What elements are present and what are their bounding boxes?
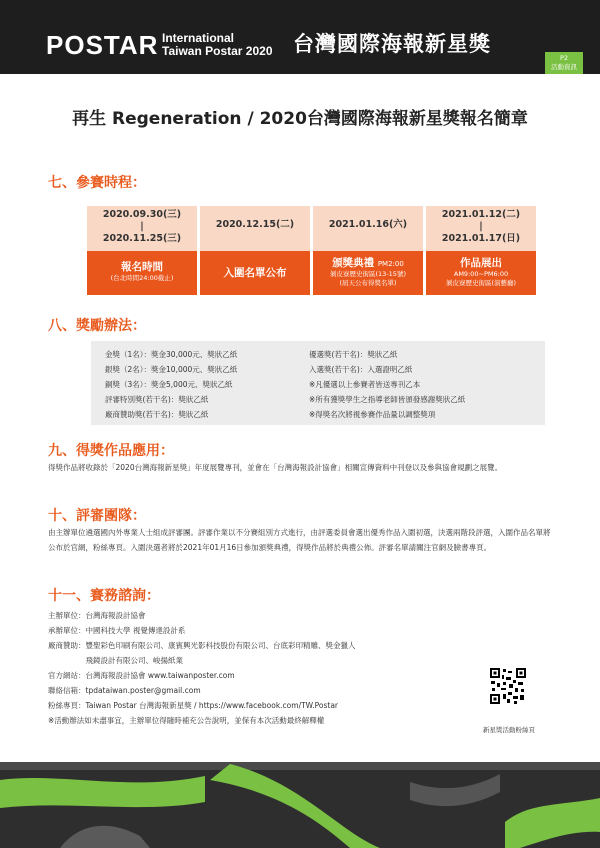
header-banner [0,0,600,74]
section-heading-awards: 八、獎勵辦法： [48,318,146,334]
award-note: ※得獎名次將視參賽作品量以調整獎項 [309,410,436,419]
award-item: 評審特別獎(若干名)：獎狀乙紙 [105,395,209,404]
award-item: 銅獎（3名）：獎金5,000元、獎狀乙紙 [105,380,233,389]
page-tag [545,52,583,74]
logo-subtitle [162,32,273,58]
timeline-label-time: PM2:00 [377,260,404,268]
contact-line-coorganizer: 承辦單位：中國科技大學 視覺傳達設計系 [48,626,186,635]
awards-box [91,341,545,425]
page-title: 再生 Regeneration / 2020台灣國際海報新星獎報名簡章 [72,109,528,129]
award-item: 金獎（1名）：獎金30,000元、獎狀乙紙 [105,350,238,359]
award-item: 優選獎(若干名)：獎狀乙紙 [309,350,398,359]
section-heading-contact: 十一、賽務諮詢： [48,588,160,604]
timeline-date-separator: | [140,221,144,232]
timeline-note-2: 剝皮寮歷史街區(演藝廳) [445,279,517,287]
timeline-label-line [313,255,423,270]
timeline-date-start: 2020.12.15(二) [215,219,295,230]
logo-sub-line1: International [162,31,235,45]
contact-line-organizer: 主辦單位：台灣海報設計協會 [48,611,146,620]
logo-sub-line2: Taiwan Postar 2020 [162,44,273,58]
award-note: ※所有獲獎學生之指導老師皆頒發感謝獎狀乙紙 [309,395,466,404]
timeline-label-box [87,251,197,295]
contact-line-facebook[interactable]: 粉絲專頁：Taiwan Postar 台灣海報新星獎 / https://www.facebook.com/TW.Postar [48,701,338,710]
postar-logo: POSTAR [46,30,159,60]
qr-caption: 新星獎活動粉絲頁 [483,726,535,734]
contact-disclaimer: ※活動辦法如未盡事宜，主辦單位得隨時補充公告說明，並保有本次活動最終解釋權 [48,716,325,725]
award-item: 廠商贊助獎(若干名)：獎狀乙紙 [105,410,209,419]
timeline-card-shortlist [200,206,310,295]
timeline-label: 入圍名單公布 [223,267,287,279]
award-item: 入選獎(若干名)：入選證明乙紙 [309,365,413,374]
usage-text: 得獎作品將收錄於「2020台灣海報新星獎」年度展覽專刊，並會在「台灣海報設計協會」相關宣傳資料中刊登以及參與協會規劃之展覽。 [48,463,503,472]
jury-text: 由主辦單位遴選國內外專業人士組成評審團。評審作業以不分賽組別方式進行，由評選委員會選出優秀作品入圍初選，決選兩階段評選，入圍作品名單將公布於官網，粉絲專頁。入圍決選者將於2021年01月16日參加頒獎典禮，得獎作品將於典禮公佈。評審名單請關注官網及臉書專頁。 [48,528,551,552]
timeline-label: 報名時間 [121,261,163,273]
section-heading-jury: 十、評審團隊： [48,508,146,524]
qr-code-icon[interactable] [490,661,526,711]
timeline-label: 頒獎典禮 [332,257,375,269]
contact-line-website[interactable]: 官方網站：台灣海報設計協會 www.taiwanposter.com [48,671,235,680]
timeline-date-start: 2021.01.12(二) [441,209,521,220]
footer-artwork [0,762,600,848]
timeline-note: AM9:00~PM6:00 [453,270,509,278]
timeline-dates [200,219,310,231]
timeline-date-separator: | [479,221,483,232]
timeline-dates [87,209,197,245]
timeline-date-start: 2021.01.16(六) [328,219,408,230]
timeline-note-2: (屆天公布得獎名單) [339,279,397,287]
timeline-card-exhibition [426,206,536,295]
logo-chinese-title: 台灣國際海報新星獎 [293,32,491,56]
timeline-dates [426,209,536,245]
timeline-dates [313,219,423,231]
timeline-note: 剝皮寮歷史街區(13-15號) [330,270,406,278]
award-note: ※凡優選以上參賽者皆送專刊乙本 [309,380,421,389]
page-tag-number: P2 [559,54,569,62]
timeline-date-start: 2020.09.30(三) [102,209,182,220]
page-tag-label: 活動資訊 [551,63,577,71]
timeline-note: (台北時間24:00截止) [110,274,174,282]
timeline-card-registration [87,206,197,295]
timeline-label-box [200,251,310,295]
section-heading-usage: 九、得獎作品應用： [48,443,174,459]
award-item: 銀獎（2名）：獎金10,000元、獎狀乙紙 [105,365,238,374]
timeline-date-end: 2020.11.25(三) [102,233,182,244]
contact-line-email[interactable]: 聯絡信箱：tpdataiwan.poster@gmail.com [48,686,201,695]
timeline-card-ceremony [313,206,423,295]
contact-line-sponsors: 廠商贊助：豐聖彩色印刷有限公司、康賓興光影科技股份有限公司、台底彩印精雕、獎金獵人 [48,641,356,650]
contact-line-sponsors-cont: 飛鏡設計有限公司、峻揚紙業 [48,656,183,665]
timeline-label: 作品展出 [460,257,502,269]
timeline-date-end: 2021.01.17(日) [441,233,521,244]
timeline-label-box [426,251,536,295]
timeline-label-box [313,251,423,295]
section-heading-schedule: 七、參賽時程： [48,175,146,191]
